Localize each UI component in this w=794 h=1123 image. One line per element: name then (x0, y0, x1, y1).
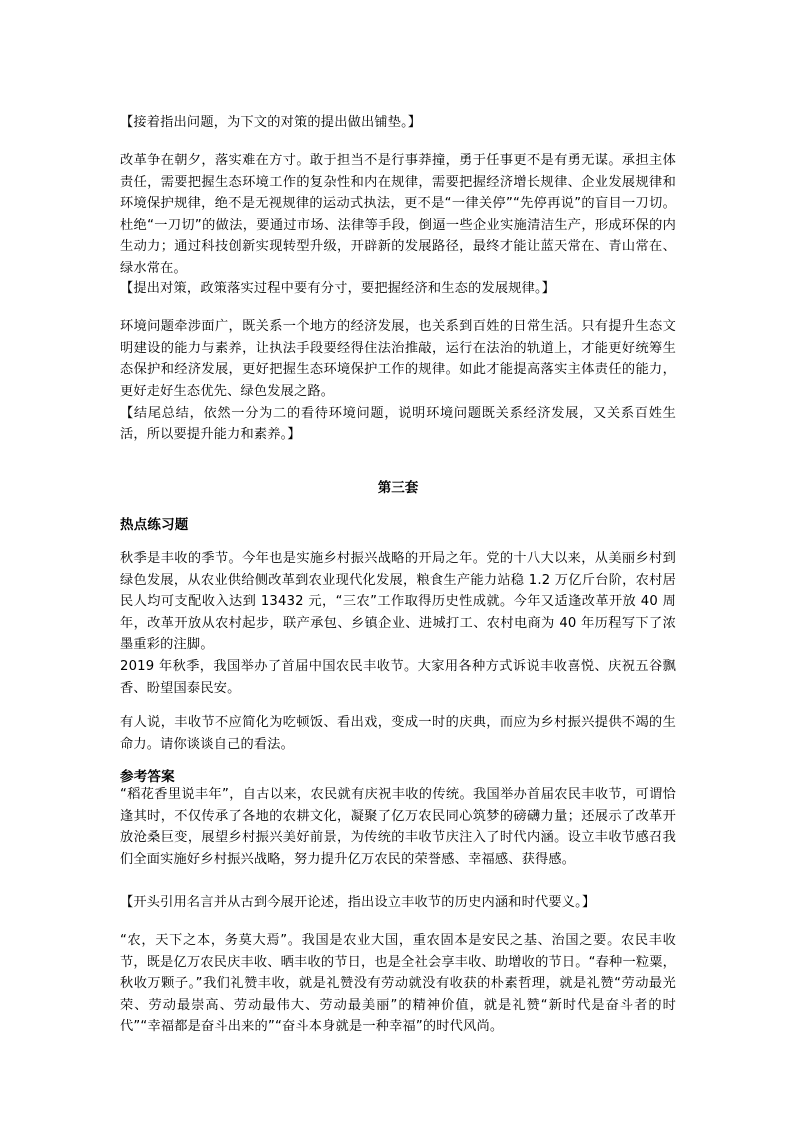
body-paragraph-2: 环境问题牵涉面广，既关系一个地方的经济发展，也关系到百姓的日常生活。只有提升生态文明建设的能力与素养，让执法手段要经得住法治推敲，运行在法治的轨道上，才能更好统筹生态保护和经济发展，更好把握生态环境保护工作的规律。如此才能提高落实主体责任的能力，更好走好生态优先、绿色发展之路。 (120, 319, 676, 399)
subheading-answer: 参考答案 (120, 769, 175, 785)
body-paragraph-1: 改革争在朝夕，落实难在方寸。敢于担当不是行事莽撞，勇于任事更不是有勇无谋。承担主体责任，需要把握生态环境工作的复杂性和内在规律，需要把握经济增长规律、企业发展规律和环境保护规律，绝不是无视规律的运动式执法，更不是“一律关停”“先停再说”的盲目一刀切。杜绝“一刀切”的做法，要通过市场、法律等手段，倒逼一些企业实施清洁生产，形成环保的内生动力；通过科技创新实现转型升级，开辟新的发展路径，最终才能让蓝天常在、青山常在、绿水常在。 (120, 153, 676, 276)
annotation-note-2: 【提出对策，政策落实过程中要有分寸，要把握经济和生态的发展规律。】 (120, 281, 556, 296)
body-paragraph-4: 2019 年秋季，我国举办了首届中国农民丰收节。大家用各种方式诉说丰收喜悦、庆祝五谷飘香、盼望国泰民安。 (120, 659, 676, 696)
subheading-practice: 热点练习题 (120, 517, 189, 533)
annotation-note-4: 【开头引用名言并从古到今展开论述，指出设立丰收节的历史内涵和时代要义。】 (120, 895, 596, 910)
annotation-note-3: 【结尾总结，依然一分为二的看待环境问题，说明环境问题既关系经济发展，又关系百姓生活，所以要提升能力和素养。】 (120, 406, 676, 442)
body-paragraph-3: 秋季是丰收的季节。今年也是实施乡村振兴战略的开局之年。党的十八大以来，从美丽乡村到绿色发展，从农业供给侧改革到农业现代化发展，粮食生产能力站稳 1.2 万亿斤台阶，农村居民人均可支配收入达到 13432 元，“三农”工作取得历史性成就。今年又适逢改革开放 40 周年，改革开放从农村起步，联产承包、乡镇企业、进城打工、农村电商为 40 年历程写下了浓墨重彩的注脚。 (120, 551, 676, 652)
body-paragraph-7: “农，天下之本，务莫大焉”。我国是农业大国，重农固本是安民之基、治国之要。农民丰收节，既是亿万农民庆丰收、晒丰收的节日，也是全社会享丰收、助增收的节日。“春种一粒粟，秋收万颗子。”我们礼赞丰收，就是礼赞没有劳动就没有收获的朴素哲理，就是礼赞“劳动最光荣、劳动最崇高、劳动最伟大、劳动最美丽”的精神价值，就是礼赞“新时代是奋斗者的时代”“幸福都是奋斗出来的”“奋斗本身就是一种幸福”的时代风尚。 (120, 933, 676, 1034)
body-paragraph-6: “稻花香里说丰年”，自古以来，农民就有庆祝丰收的传统。我国举办首届农民丰收节，可谓恰逢其时，不仅传承了各地的农耕文化，凝聚了亿万农民同心筑梦的磅礴力量；还展示了改革开放沧桑巨变，展望乡村振兴美好前景，为传统的丰收节庆注入了时代内涵。设立丰收节感召我们全面实施好乡村振兴战略，努力提升亿万农民的荣誉感、幸福感、获得感。 (120, 787, 676, 867)
body-paragraph-5: 有人说，丰收节不应简化为吃顿饭、看出戏，变成一时的庆典，而应为乡村振兴提供不竭的生命力。请你谈谈自己的看法。 (120, 715, 676, 752)
section-title: 第三套 (377, 480, 419, 496)
annotation-note-1: 【接着指出问题，为下文的对策的提出做出铺垫。】 (120, 115, 422, 130)
